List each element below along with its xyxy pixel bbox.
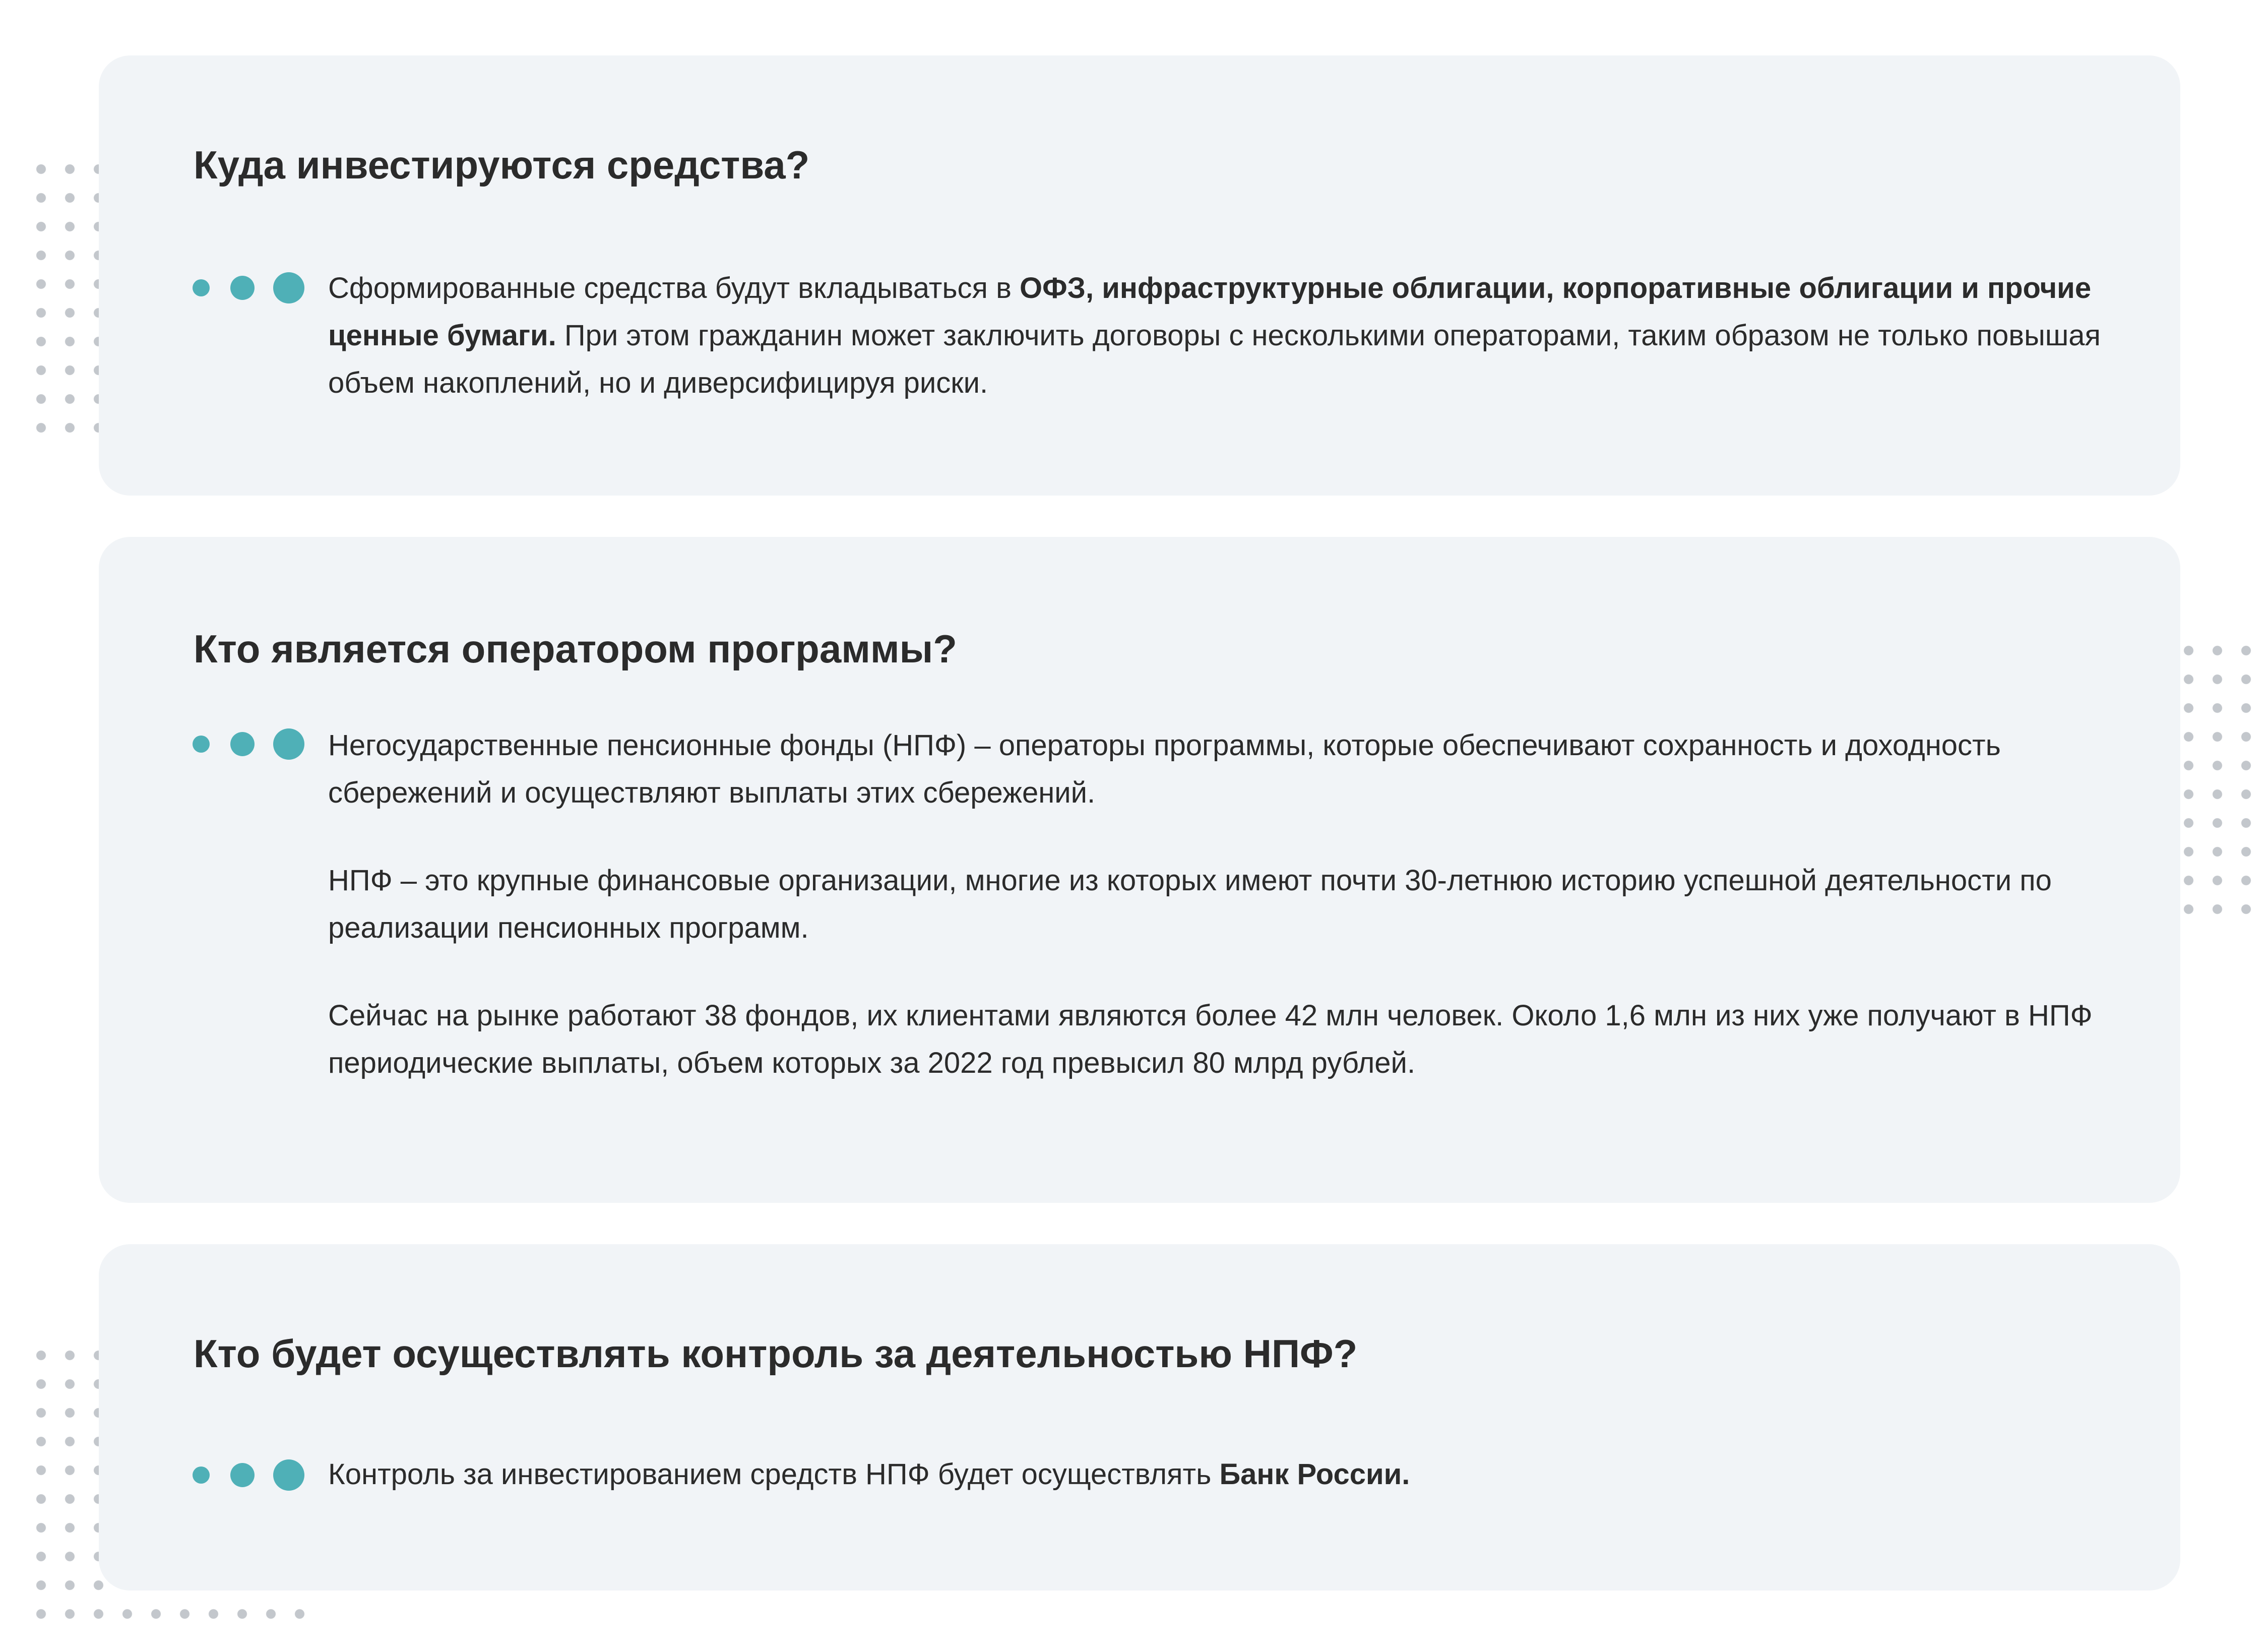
paragraph: Сейчас на рынке работают 38 фондов, их клиентами являются более 42 млн человек. Около 1,6 млн из них уже получают в НПФ периодические выплаты, объем которых за 2022 год превысил 80 млрд рублей. [328,999,2093,1079]
section-body [328,722,2122,1087]
three-dots-bullet-icon [193,1456,313,1488]
paragraph: Сформированные средства будут вкладываться в ОФЗ, инфраструктурные облигации, корпоративные облигации и прочие ценные бумаги. При этом гражданин может заключить договоры с несколькими операторами, таким образом не только повышая объем накоплений, но и диверсифицируя риски. [328,272,2101,399]
dot-grid-decoration [113,1600,314,1628]
paragraph: Контроль за инвестированием средств НПФ будет осуществлять Банк России. [328,1458,1410,1491]
bold-text: Банк России. [1219,1458,1410,1491]
paragraph: НПФ – это крупные финансовые организации, многие из которых имеют почти 30-летнюю историю успешной деятельности по реализации пенсионных программ. [328,864,2052,944]
faq-card-investments [99,55,2180,496]
section-heading: Куда инвестируются средства? [194,143,810,187]
paragraph: Негосударственные пенсионные фонды (НПФ) – операторы программы, которые обеспечивают сохранность и доходность сбережений и осуществляют выплаты этих сбережений. [328,729,2001,809]
bold-text: ОФЗ, инфраструктурные облигации, корпоративные облигации и прочие ценные бумаги. [328,272,2092,352]
section-body [328,265,2122,407]
three-dots-bullet-icon [193,725,313,757]
section-body [328,1451,2122,1498]
faq-card-supervision [99,1244,2180,1591]
section-heading: Кто будет осуществлять контроль за деятельностью НПФ? [194,1331,1358,1376]
section-heading: Кто является оператором программы? [194,627,957,671]
dot-grid-decoration [2174,636,2260,924]
faq-card-operator [99,537,2180,1203]
three-dots-bullet-icon [193,269,313,301]
